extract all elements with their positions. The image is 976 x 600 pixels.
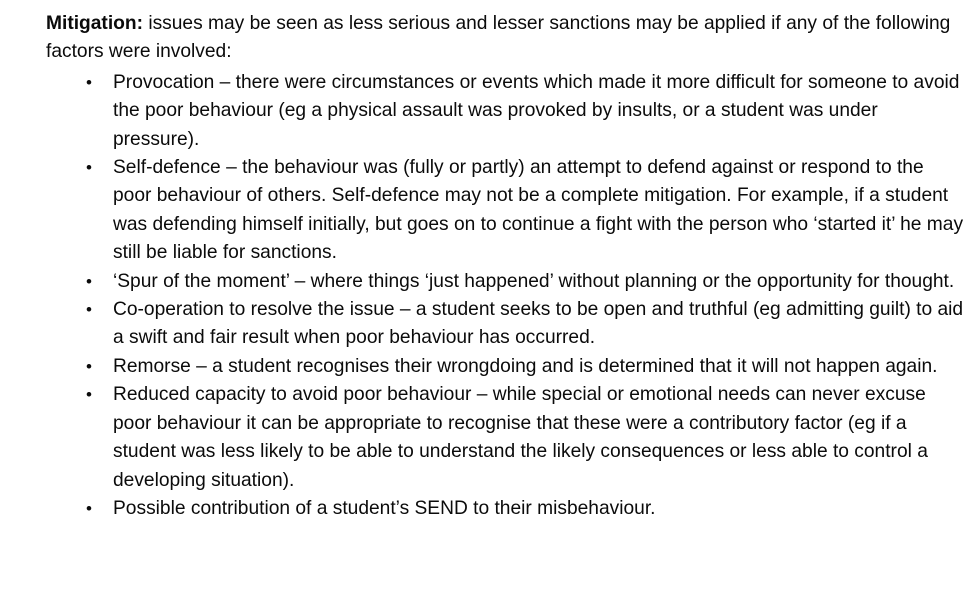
mitigation-factor-list (46, 69, 966, 524)
list-item (86, 353, 966, 381)
list-item-text: Co-operation to resolve the issue – a student seeks to be open and truthful (eg admitting guilt) to aid a swift and fair result when poor behaviour has occurred. (113, 299, 964, 349)
list-item-text: Provocation – there were circumstances or events which made it more difficult for someone to avoid the poor behaviour (eg a physical assault was provoked by insults, or a student was under pressure). (113, 71, 960, 150)
list-item-text: Possible contribution of a student’s SEND to their misbehaviour. (113, 497, 656, 519)
list-item-text: ‘Spur of the moment’ – where things ‘just happened’ without planning or the opportunity for thought. (113, 270, 955, 292)
list-item-text: Remorse – a student recognises their wrongdoing and is determined that it will not happen again. (113, 355, 938, 377)
list-item (86, 296, 966, 353)
bullet-icon: • (86, 72, 92, 92)
list-item-text: Self-defence – the behaviour was (fully or partly) an attempt to defend against or respond to the poor behaviour of others. Self-defence may not be a complete mitigation. For example, if a student was defending himself initially, but goes on to continue a fight with the person who ‘started it’ he may still be liable for sanctions. (113, 157, 964, 264)
intro-text: issues may be seen as less serious and lesser sanctions may be applied if any of the following factors were involved: (46, 13, 951, 63)
bullet-icon: • (86, 300, 92, 320)
list-item (86, 495, 966, 523)
intro-paragraph (46, 10, 966, 67)
document-body (46, 10, 966, 523)
bullet-icon: • (86, 271, 92, 291)
bullet-icon: • (86, 385, 92, 405)
bullet-icon: • (86, 356, 92, 376)
bullet-icon: • (86, 498, 92, 518)
list-item (86, 154, 966, 268)
list-item (86, 381, 966, 495)
intro-heading: Mitigation: (46, 13, 143, 34)
list-item (86, 69, 966, 154)
list-item-text: Reduced capacity to avoid poor behaviour – while special or emotional needs can never excuse poor behaviour it can be appropriate to recognise that these were a contributory factor (eg if a student was less likely to be able to understand the likely consequences or less able to control a developing situation). (113, 384, 928, 491)
list-item (86, 268, 966, 296)
bullet-icon: • (86, 158, 92, 178)
